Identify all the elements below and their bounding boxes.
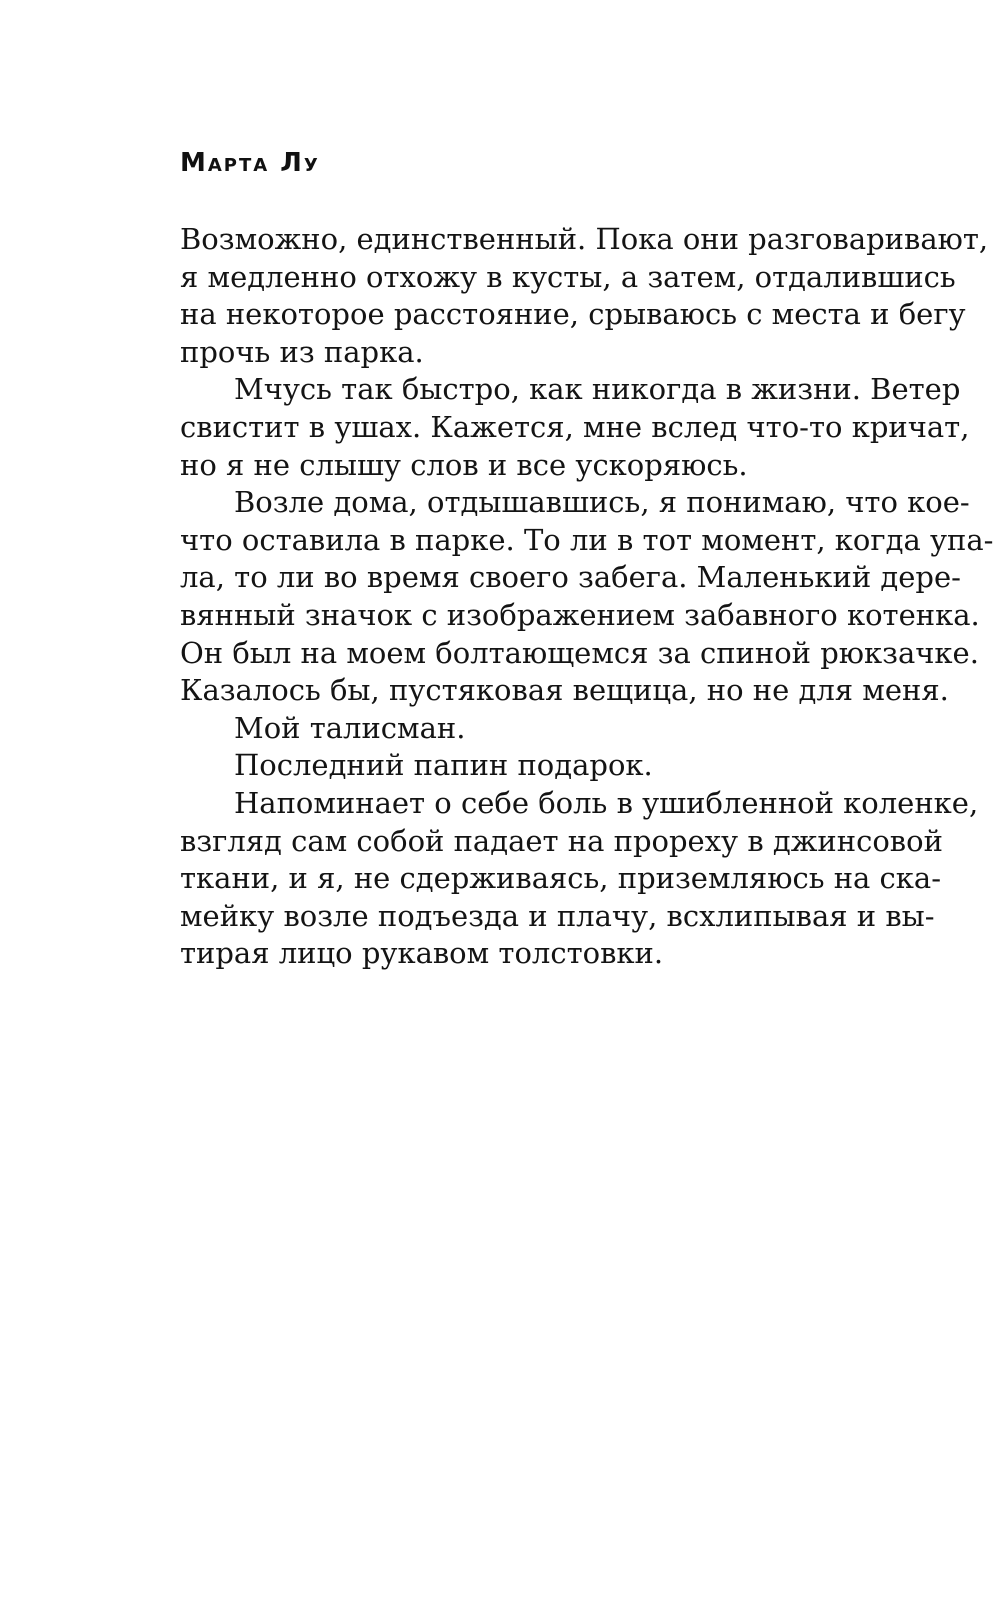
text-line: Мой талисман.: [234, 710, 466, 745]
running-head-author: Марта Лу: [180, 148, 320, 178]
text-line: прочь из парка.: [180, 334, 424, 369]
text-line: Казалось бы, пустяковая вещица, но не для меня.: [180, 673, 949, 708]
text-line: ла, то ли во время своего забега. Маленький дере-: [180, 560, 961, 595]
text-line: свистит в ушах. Кажется, мне вслед что-то кричат,: [180, 409, 970, 444]
text-line: ткани, и я, не сдерживаясь, приземляюсь на ска-: [180, 861, 942, 896]
text-line: Он был на моем болтающемся за спиной рюкзачке.: [180, 635, 979, 670]
text-line: мейку возле подъезда и плачу, всхлипывая и вы-: [180, 898, 935, 933]
text-line: Последний папин подарок.: [234, 748, 653, 783]
body-text: [180, 221, 994, 973]
text-line: вянный значок с изображением забавного котенка.: [180, 597, 980, 632]
text-line: Напоминает о себе боль в ушибленной коленке,: [234, 785, 979, 820]
text-line: что оставила в парке. То ли в тот момент, когда упа-: [180, 522, 994, 557]
text-line: взгляд сам собой падает на прореху в джинсовой: [180, 823, 943, 858]
text-line: Мчусь так быстро, как никогда в жизни. Ветер: [234, 372, 961, 407]
text-line: Возможно, единственный. Пока они разговаривают,: [180, 222, 989, 256]
text-line: но я не слышу слов и все ускоряюсь.: [180, 447, 748, 482]
text-line: тирая лицо рукавом толстовки.: [180, 936, 664, 971]
text-line: на некоторое расстояние, срываюсь с места и бегу: [180, 297, 966, 332]
text-line: Возле дома, отдышавшись, я понимаю, что кое-: [234, 485, 970, 520]
text-line: я медленно отхожу в кусты, а затем, отдалившись: [180, 259, 956, 294]
